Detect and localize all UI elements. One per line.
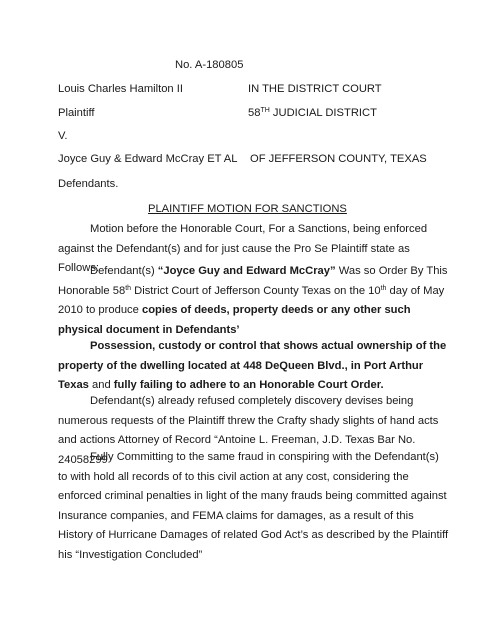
- motion-title: PLAINTIFF MOTION FOR SANCTIONS: [148, 203, 347, 215]
- p2-sup-1: th: [125, 284, 132, 292]
- p3-bold-a: Possession, custody or control that shows actual ownership of the property of the dwelling located at 448 DeQueen Blvd., in Port Arthur Texas: [58, 340, 447, 391]
- defendants-role: Defendants.: [58, 178, 119, 190]
- district-superscript: TH: [260, 107, 270, 114]
- judicial-district: [248, 108, 377, 119]
- case-number: No. A-180805: [175, 59, 244, 71]
- p2-defendant-names: “Joyce Guy and Edward McCray”: [157, 265, 336, 277]
- paragraph-2: [58, 262, 450, 340]
- paragraph-1: Motion before the Honorable Court, For a Sanctions, being enforced against the Defendant(s) and for just cause the Pro Se Plaintiff state as Follows:: [58, 223, 428, 274]
- p3-bold-b: fully failing to adhere to an Honorable Court Order.: [113, 379, 384, 391]
- p2-text-e: day of May 2010 to produce: [58, 284, 445, 316]
- p2-text-a: Defendant(s): [90, 265, 158, 277]
- p2-text-d: District Court of Jefferson County Texas on the 10: [131, 284, 381, 297]
- district-text: JUDICIAL DISTRICT: [269, 107, 377, 119]
- p2-sup-2: th: [380, 284, 387, 292]
- plaintiff-role: Plaintiff: [58, 107, 95, 119]
- court-name: IN THE DISTRICT COURT: [248, 83, 382, 95]
- p3-plain: and: [88, 379, 114, 391]
- district-number: 58: [248, 107, 261, 119]
- p2-bold-request: copies of deeds, property deeds or any other such physical document in Defendants’: [58, 304, 411, 336]
- paragraph-4: Defendant(s) already refused completely discovery devises being numerous requests of the Plaintiff threw the Crafty shady slights of hand acts and actions Attorney of Record “Antoine L. Freeman, J.D. Texas Bar No. 24058299: [58, 395, 439, 466]
- defendants-names: Joyce Guy & Edward McCray ET AL: [58, 153, 238, 165]
- plaintiff-name: Louis Charles Hamilton II: [58, 83, 183, 95]
- paragraph-5: Fully Committing to the same fraud in conspiring with the Defendant(s) to with hold all records of to this civil action at any cost, considering the enforced criminal penalties in light of the many frauds being committed against Insurance companies, and FEMA claims for damages, as a result of this History of Hurricane Damages of related God Act’s as described by the Plaintiff his “Investigation Concluded”: [58, 451, 449, 561]
- p2-text-c: Was so Order By This Honorable 58: [58, 265, 448, 297]
- county-name: OF JEFFERSON COUNTY, TEXAS: [250, 153, 427, 165]
- paragraph-3: [58, 337, 450, 396]
- versus: V.: [58, 130, 68, 142]
